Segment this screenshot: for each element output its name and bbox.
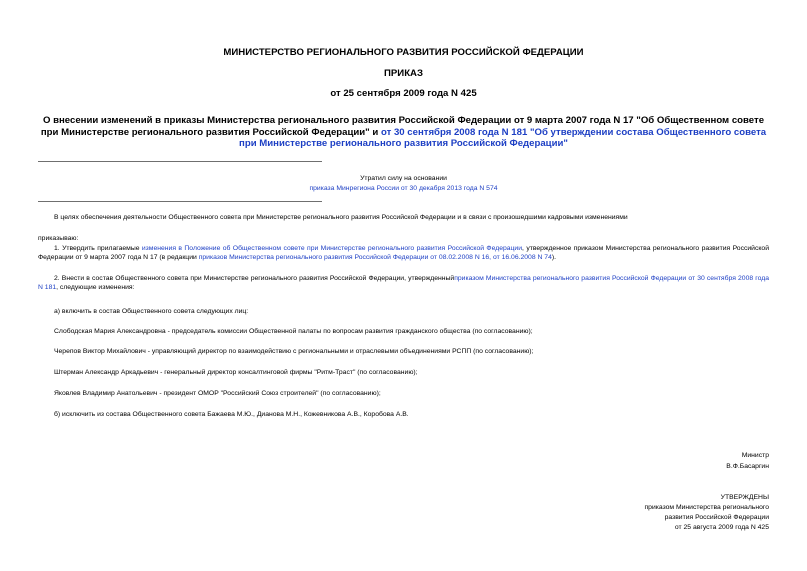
item-2-suffix: , следующие изменения: (56, 283, 135, 291)
item-1-middle: , утвержденное приказом Министерства регионального развития Российской Федерации от 9 марта 2007 года N 17 (в редакции (38, 245, 770, 261)
title-link[interactable]: от 30 сентября 2008 года N 181 "Об утверждении состава Общественного совета при Министерстве регионального развития Российской Федерации" (239, 126, 767, 149)
title-text: О внесении изменений в приказы Министерства регионального развития Российской Федерации от 9 марта 2007 года N 17 "Об Общественном совете при Министерстве регионального развития Российской Федерации" и (40, 115, 765, 138)
item-1-suffix: ). (551, 253, 557, 261)
item-2-link[interactable]: приказом Министерства регионального развития Российской Федерации от 30 сентября 2008 года N 181 (38, 275, 769, 291)
approval-line-3: развития Российской Федерации (664, 514, 769, 521)
member-item: Штерман Александр Аркадьевич - генеральный директор консалтинговой фирмы "Ритм-Траст" (по согласованию); (54, 369, 418, 376)
sub-item-b: б) исключить из состава Общественного совета Бажаева М.Ю., Дианова М.Н., Кожевникова А.В., Коробова А.В. (54, 411, 409, 418)
signature-name: В.Ф.Басаргин (726, 463, 769, 470)
approval-line-1: УТВЕРЖДЕНЫ (720, 494, 769, 501)
document-title (40, 115, 767, 150)
repeal-link-wrap (38, 185, 769, 194)
signature-position: Министр (741, 452, 769, 459)
member-item: Слободская Мария Александровна - председатель комиссии Общественной палаты по вопросам развития гражданского общества (по согласованию); (54, 328, 533, 335)
separator-bottom (38, 201, 322, 202)
separator-top (38, 161, 322, 162)
document-type: ПРИКАЗ (384, 68, 423, 79)
item-1-link-orders[interactable]: приказов Министерства регионального развития Российской Федерации от 08.02.2008 N 16, от 16.06.2008 N 74 (198, 253, 552, 261)
item-2 (38, 275, 769, 292)
item-2-prefix: 2. Внести в состав Общественного совета при Министерстве регионального развития Российской Федерации, утвержденный (54, 275, 455, 282)
document-date: от 25 сентября 2009 года N 425 (330, 88, 477, 99)
item-1-prefix: 1. Утвердить прилагаемые (54, 245, 142, 252)
preamble: В целях обеспечения деятельности Общественного совета при Министерстве регионального развития Российской Федерации и в связи с произошедшими кадровыми изменениями (54, 214, 628, 221)
item-1 (38, 245, 769, 262)
sub-item-a: а) включить в состав Общественного совета следующих лиц: (54, 308, 249, 315)
member-item: Черепов Виктор Михайлович - управляющий директор по взаимодействию с региональными и отраслевыми объединениями РСПП (по согласованию); (54, 348, 534, 355)
repeal-link[interactable]: приказа Минрегиона России от 30 декабря 2013 года N 574 (309, 185, 498, 192)
ministry-name: МИНИСТЕРСТВО РЕГИОНАЛЬНОГО РАЗВИТИЯ РОССИЙСКОЙ ФЕДЕРАЦИИ (223, 47, 584, 58)
approval-line-4: от 25 августа 2009 года N 425 (674, 524, 769, 531)
approval-line-2: приказом Министерства регионального (644, 504, 769, 511)
order-word: приказываю: (38, 235, 79, 242)
member-item: Яковлев Владимир Анатольевич - президент ОМОР "Российский Союз строителей" (по согласованию); (54, 390, 381, 397)
repeal-note: Утратил силу на основании (360, 175, 447, 182)
item-1-link-regulation[interactable]: изменения в Положение об Общественном совете при Министерстве регионального развития Российской Федерации (141, 245, 523, 252)
